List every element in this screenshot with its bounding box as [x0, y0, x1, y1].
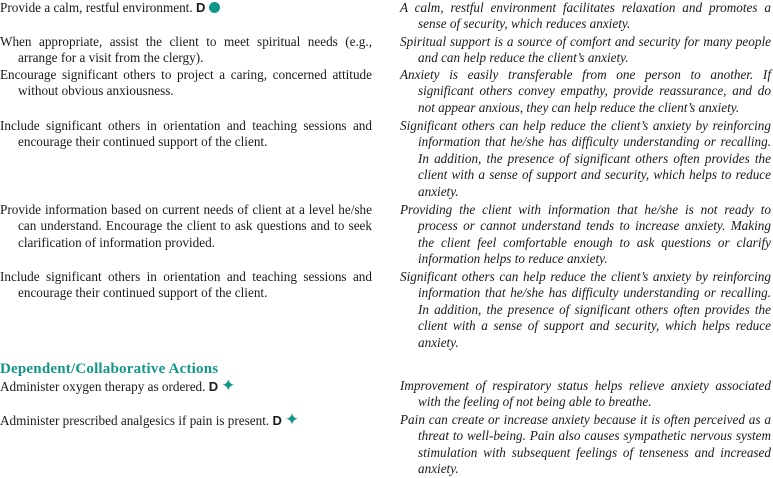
nursing-action: When appropriate, assist the client to meet spiritual needs (e.g., arrange for a visit from the clergy).: [0, 34, 372, 66]
nursing-action: Encourage significant others to project a caring, concerned attitude without obvious anxiousness.: [0, 67, 372, 99]
rationale: Improvement of respiratory status helps relieve anxiety associated with the feeling of not being able to breathe.: [400, 378, 771, 410]
rationale: Significant others can help reduce the client’s anxiety by reinforcing information that he/she has difficulty understanding or recalling. In addition, the presence of significant others often provides the client with a sense of support and security, which helps reduce anxiety.: [400, 269, 771, 350]
nursing-action: Include significant others in orientation and teaching sessions and encourage their continued support of the client.: [0, 269, 372, 301]
star-icon: ✦: [284, 410, 300, 429]
marker-d: D: [208, 379, 219, 394]
rationale: Pain can create or increase anxiety because it is often perceived as a threat to well-being. Pain also causes sympathetic nervous system stimulation with subsequent feelings of tenseness and increased anxiety.: [400, 412, 771, 477]
nursing-action: [0, 378, 372, 395]
rationale: Anxiety is easily transferable from one person to another. If significant others convey empathy, provide reassurance, and do not appear anxious, they can help reduce the client’s anxiety.: [400, 67, 771, 115]
section-heading: Dependent/Collaborative Actions: [0, 361, 219, 377]
nursing-action: [0, 0, 372, 16]
rationale: Spiritual support is a source of comfort and security for many people and can help reduce the client’s anxiety.: [400, 34, 771, 66]
action-text: Administer prescribed analgesics if pain is present.: [0, 413, 270, 428]
rationale: A calm, restful environment facilitates relaxation and promotes a sense of security, which reduces anxiety.: [400, 0, 771, 32]
nursing-action: [0, 412, 372, 429]
star-icon: ✦: [221, 376, 236, 395]
nursing-action: Include significant others in orientation and teaching sessions and encourage their continued support of the client.: [0, 118, 372, 150]
circle-icon: [209, 2, 220, 13]
action-text: Administer oxygen therapy as ordered.: [0, 379, 206, 394]
action-text: Provide a calm, restful environment.: [0, 0, 193, 15]
marker-d: D: [195, 0, 206, 15]
rationale: Significant others can help reduce the client’s anxiety by reinforcing information that he/she has difficulty understanding or recalling. In addition, the presence of significant others often provides the client with a sense of support and security, which helps to reduce anxiety.: [400, 118, 771, 199]
nursing-action: Provide information based on current needs of client at a level he/she can understand. Encourage the client to ask questions and to seek clarification of information provided.: [0, 202, 372, 250]
marker-d: D: [272, 413, 282, 428]
rationale: Providing the client with information that he/she is not ready to process or cannot understand tends to increase anxiety. Making the client feel comfortable enough to ask questions or clarify information helps to reduce anxiety.: [400, 202, 771, 267]
